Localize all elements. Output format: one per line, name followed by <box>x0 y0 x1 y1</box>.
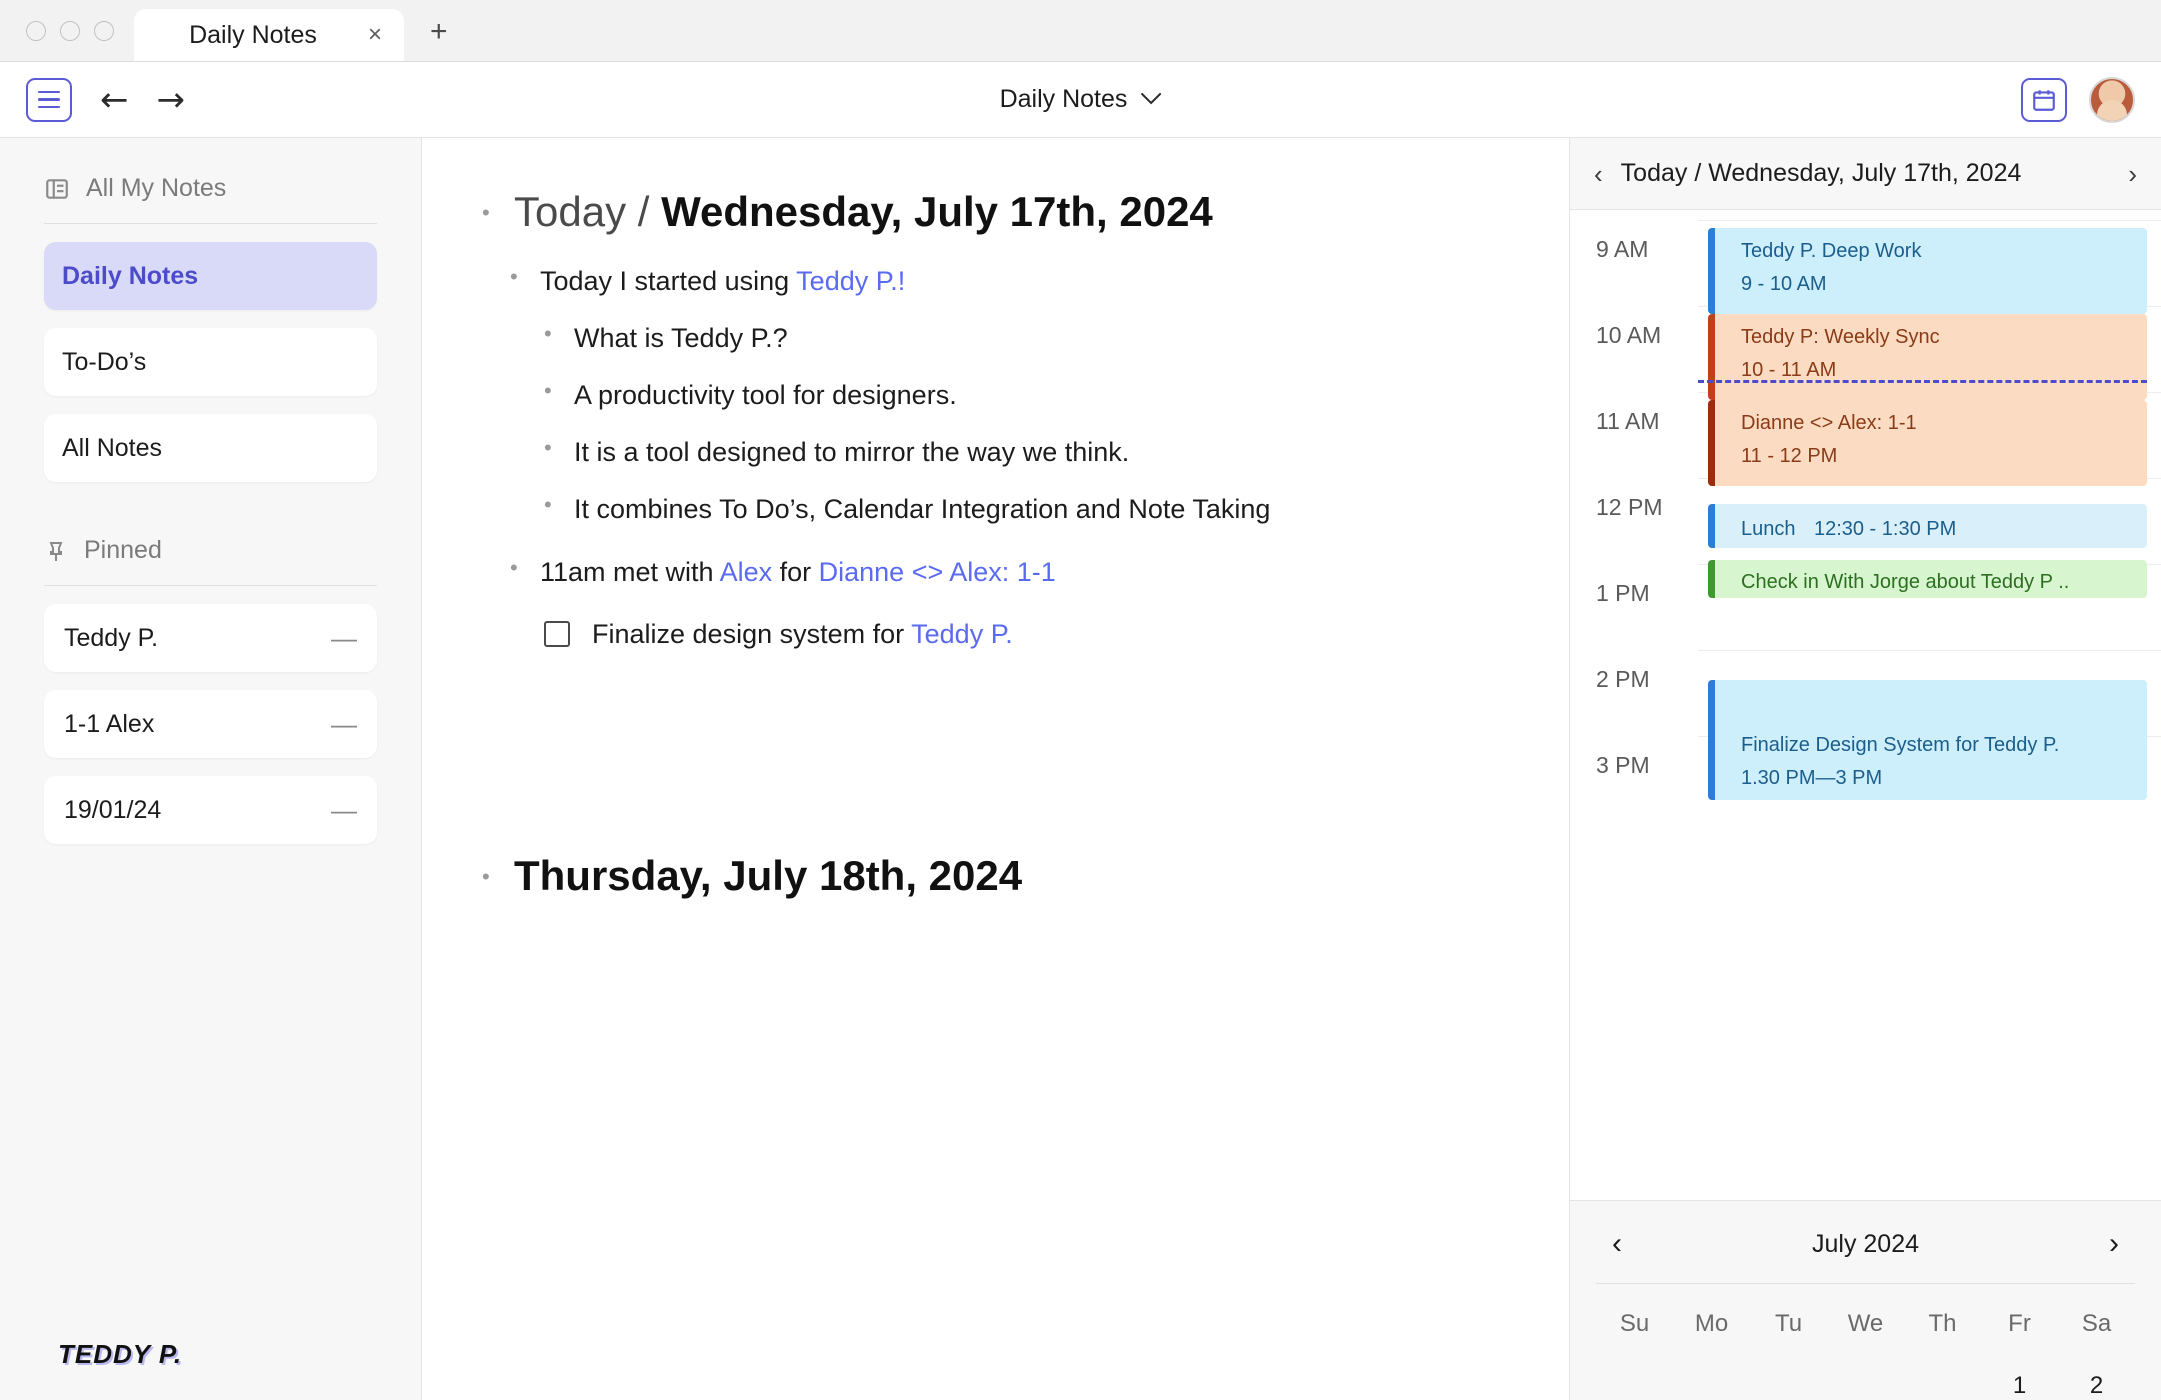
heading-date: Wednesday, July 17th, 2024 <box>661 188 1213 235</box>
line-6-prefix: 11am met with <box>540 557 720 588</box>
browser-tab-title: Daily Notes <box>189 20 317 49</box>
calendar-panel-header <box>1570 138 2161 210</box>
agenda-event-title: Teddy P. Deep Work <box>1741 240 1922 262</box>
note-line-2[interactable] <box>482 321 1509 356</box>
close-icon[interactable]: × <box>367 21 382 48</box>
link-teddy-p[interactable]: Teddy P. <box>911 618 1013 649</box>
mini-calendar-header <box>1596 1217 2135 1284</box>
maximize-window-dot[interactable] <box>94 21 114 41</box>
unpin-icon[interactable]: — <box>331 708 357 739</box>
menu-icon[interactable] <box>26 78 72 122</box>
agenda-event-title: Lunch <box>1741 518 1796 540</box>
link-teddy-p[interactable]: Teddy P.! <box>796 266 906 296</box>
calendar-panel <box>1569 138 2161 1400</box>
prev-day-icon[interactable]: ‹ <box>1594 158 1603 189</box>
agenda-event-title: Check in With Jorge about Teddy P .. <box>1741 571 2070 593</box>
chevron-down-icon <box>1141 90 1161 110</box>
sidebar-item-label: To-Do’s <box>62 347 147 376</box>
agenda-event-dianne-alex[interactable] <box>1708 400 2147 486</box>
pinned-label: Pinned <box>84 536 162 564</box>
mini-calendar-grid <box>1596 1284 2135 1400</box>
agenda-event-title: Finalize Design System for Teddy P. <box>1741 734 2060 756</box>
note-line-1[interactable] <box>482 264 1509 299</box>
pin-icon <box>44 539 68 563</box>
agenda-event-lunch[interactable] <box>1708 504 2147 548</box>
avatar[interactable] <box>2089 77 2135 123</box>
agenda-hour-label: 11 AM <box>1596 408 1660 434</box>
calendar-icon[interactable] <box>2021 78 2067 122</box>
calendar-day-cell[interactable] <box>1750 1372 1827 1400</box>
mini-calendar <box>1570 1200 2161 1400</box>
toolbar-right-group <box>2021 77 2135 123</box>
agenda-event-weekly-sync[interactable] <box>1708 314 2147 400</box>
sidebar-item-label: All Notes <box>62 433 163 462</box>
heading-prefix: Today / <box>514 188 662 235</box>
new-tab-button[interactable]: + <box>430 15 448 48</box>
dow-label: We <box>1847 1310 1884 1337</box>
agenda-event-time: 12:30 - 1:30 PM <box>1813 518 1957 540</box>
agenda-event-title: Teddy P: Weekly Sync <box>1741 326 1940 348</box>
pinned-item-label: Teddy P. <box>64 623 159 652</box>
pinned-item-1-1-alex[interactable] <box>44 690 377 758</box>
agenda-hour-label: 12 PM <box>1596 494 1663 520</box>
dow-label: Th <box>1928 1310 1957 1337</box>
agenda-event-time: 10 - 11 AM <box>1741 359 1837 381</box>
agenda-event-time: 11 - 12 PM <box>1741 445 1838 467</box>
next-day-icon[interactable]: › <box>2128 158 2137 189</box>
agenda-event-title: Dianne <> Alex: 1-1 <box>1741 412 1917 434</box>
sidebar-header <box>44 174 377 224</box>
note-line-6[interactable] <box>482 555 1509 590</box>
calendar-day-cell[interactable]: 2 <box>2089 1372 2104 1399</box>
dow-label: Mo <box>1694 1310 1729 1337</box>
note-line-6-text <box>540 555 1056 590</box>
agenda-hour-label: 3 PM <box>1596 752 1650 778</box>
calendar-day-cell[interactable] <box>1596 1372 1673 1400</box>
bullet-icon: • <box>544 321 552 347</box>
prev-month-icon[interactable]: ‹ <box>1612 1227 1622 1260</box>
dow-label: Su <box>1619 1310 1650 1337</box>
note-heading-today <box>482 188 1509 236</box>
line-6-mid: for <box>772 557 819 588</box>
back-arrow-icon[interactable]: ← <box>100 79 129 120</box>
sidebar-item-label: Daily Notes <box>62 261 199 290</box>
link-alex[interactable]: Alex <box>719 557 773 588</box>
browser-tab[interactable] <box>134 9 404 61</box>
link-dianne-alex-1-1[interactable]: Dianne <> Alex: 1-1 <box>818 557 1056 588</box>
calendar-date-label: Today / Wednesday, July 17th, 2024 <box>1620 159 2022 187</box>
todo-text <box>592 617 1013 652</box>
note-line-4-text: It is a tool designed to mirror the way we think. <box>574 437 1130 468</box>
pinned-item-teddy-p[interactable] <box>44 604 377 672</box>
bullet-icon: • <box>544 435 552 461</box>
close-window-dot[interactable] <box>26 21 46 41</box>
calendar-day-cell[interactable] <box>1827 1372 1904 1400</box>
bullet-icon: • <box>482 200 490 225</box>
document-title-dropdown[interactable] <box>1000 85 1162 114</box>
pinned-item-19-01-24[interactable] <box>44 776 377 844</box>
bullet-icon: • <box>482 863 490 889</box>
sidebar-item-all-notes[interactable] <box>44 414 377 482</box>
sidebar-item-daily-notes[interactable] <box>44 242 377 310</box>
note-editor[interactable] <box>422 138 1569 1400</box>
unpin-icon[interactable]: — <box>331 794 357 825</box>
mini-calendar-title: July 2024 <box>1811 1229 1920 1258</box>
app-body <box>0 138 2161 1400</box>
window-traffic-lights <box>0 21 134 61</box>
bullet-icon: • <box>510 555 518 581</box>
bullet-icon: • <box>544 492 552 518</box>
app-toolbar <box>0 62 2161 138</box>
note-line-2-text: What is Teddy P.? <box>574 323 788 354</box>
line-1-prefix: Today I started using <box>540 266 797 296</box>
agenda-event-time: 9 - 10 AM <box>1741 273 1827 295</box>
note-line-1-text <box>540 264 905 299</box>
note-heading-tomorrow <box>482 852 1509 900</box>
bullet-icon: • <box>510 264 518 289</box>
agenda-hour-label: 1 PM <box>1596 580 1650 606</box>
unpin-icon[interactable]: — <box>331 622 357 653</box>
agenda-event-time: 1.30 PM—3 PM <box>1741 767 1883 789</box>
calendar-day-cell[interactable] <box>1673 1372 1750 1400</box>
notes-icon <box>44 176 70 202</box>
agenda-event-check-in-jorge[interactable] <box>1708 560 2147 598</box>
calendar-day-cell[interactable]: 1 <box>2012 1372 2027 1399</box>
pinned-header <box>44 536 377 586</box>
note-heading-next-text: Thursday, July 18th, 2024 <box>514 851 1023 899</box>
note-line-3-text: A productivity tool for designers. <box>574 380 957 411</box>
next-month-icon[interactable]: › <box>2109 1227 2119 1260</box>
agenda-event-deep-work[interactable] <box>1708 228 2147 314</box>
todo-checkbox[interactable] <box>544 621 570 647</box>
dow-label: Sa <box>2081 1310 2112 1337</box>
dow-label: Fr <box>2008 1310 2031 1337</box>
pinned-item-label: 1-1 Alex <box>64 709 155 738</box>
sidebar-item-todos[interactable] <box>44 328 377 396</box>
page-title: Daily Notes <box>999 85 1128 113</box>
app-logo: TEDDY P. <box>58 1339 183 1369</box>
todo-prefix: Finalize design system for <box>592 618 912 649</box>
browser-tabbar <box>0 0 2161 62</box>
minimize-window-dot[interactable] <box>60 21 80 41</box>
dow-label: Tu <box>1774 1310 1803 1337</box>
sidebar <box>0 138 422 1400</box>
note-heading-text <box>514 188 1213 236</box>
note-line-4[interactable] <box>482 435 1509 470</box>
sidebar-header-label: All My Notes <box>86 174 227 202</box>
current-time-indicator <box>1698 380 2147 383</box>
todo-item[interactable] <box>482 617 1509 652</box>
note-line-5-text: It combines To Do’s, Calendar Integration and Note Taking <box>574 494 1271 525</box>
pinned-item-label: 19/01/24 <box>64 795 162 824</box>
agenda-hour-label: 9 AM <box>1596 236 1649 262</box>
note-line-3[interactable] <box>482 378 1509 413</box>
agenda-event-finalize-design-system[interactable] <box>1708 680 2147 800</box>
agenda-hour-label: 2 PM <box>1596 666 1650 692</box>
agenda-hour-label: 10 AM <box>1596 322 1662 348</box>
calendar-day-cell[interactable] <box>1904 1372 1981 1400</box>
note-line-5[interactable] <box>482 492 1509 527</box>
bullet-icon: • <box>544 378 552 404</box>
agenda-timeline[interactable] <box>1570 210 2161 1200</box>
forward-arrow-icon[interactable]: → <box>156 79 185 120</box>
